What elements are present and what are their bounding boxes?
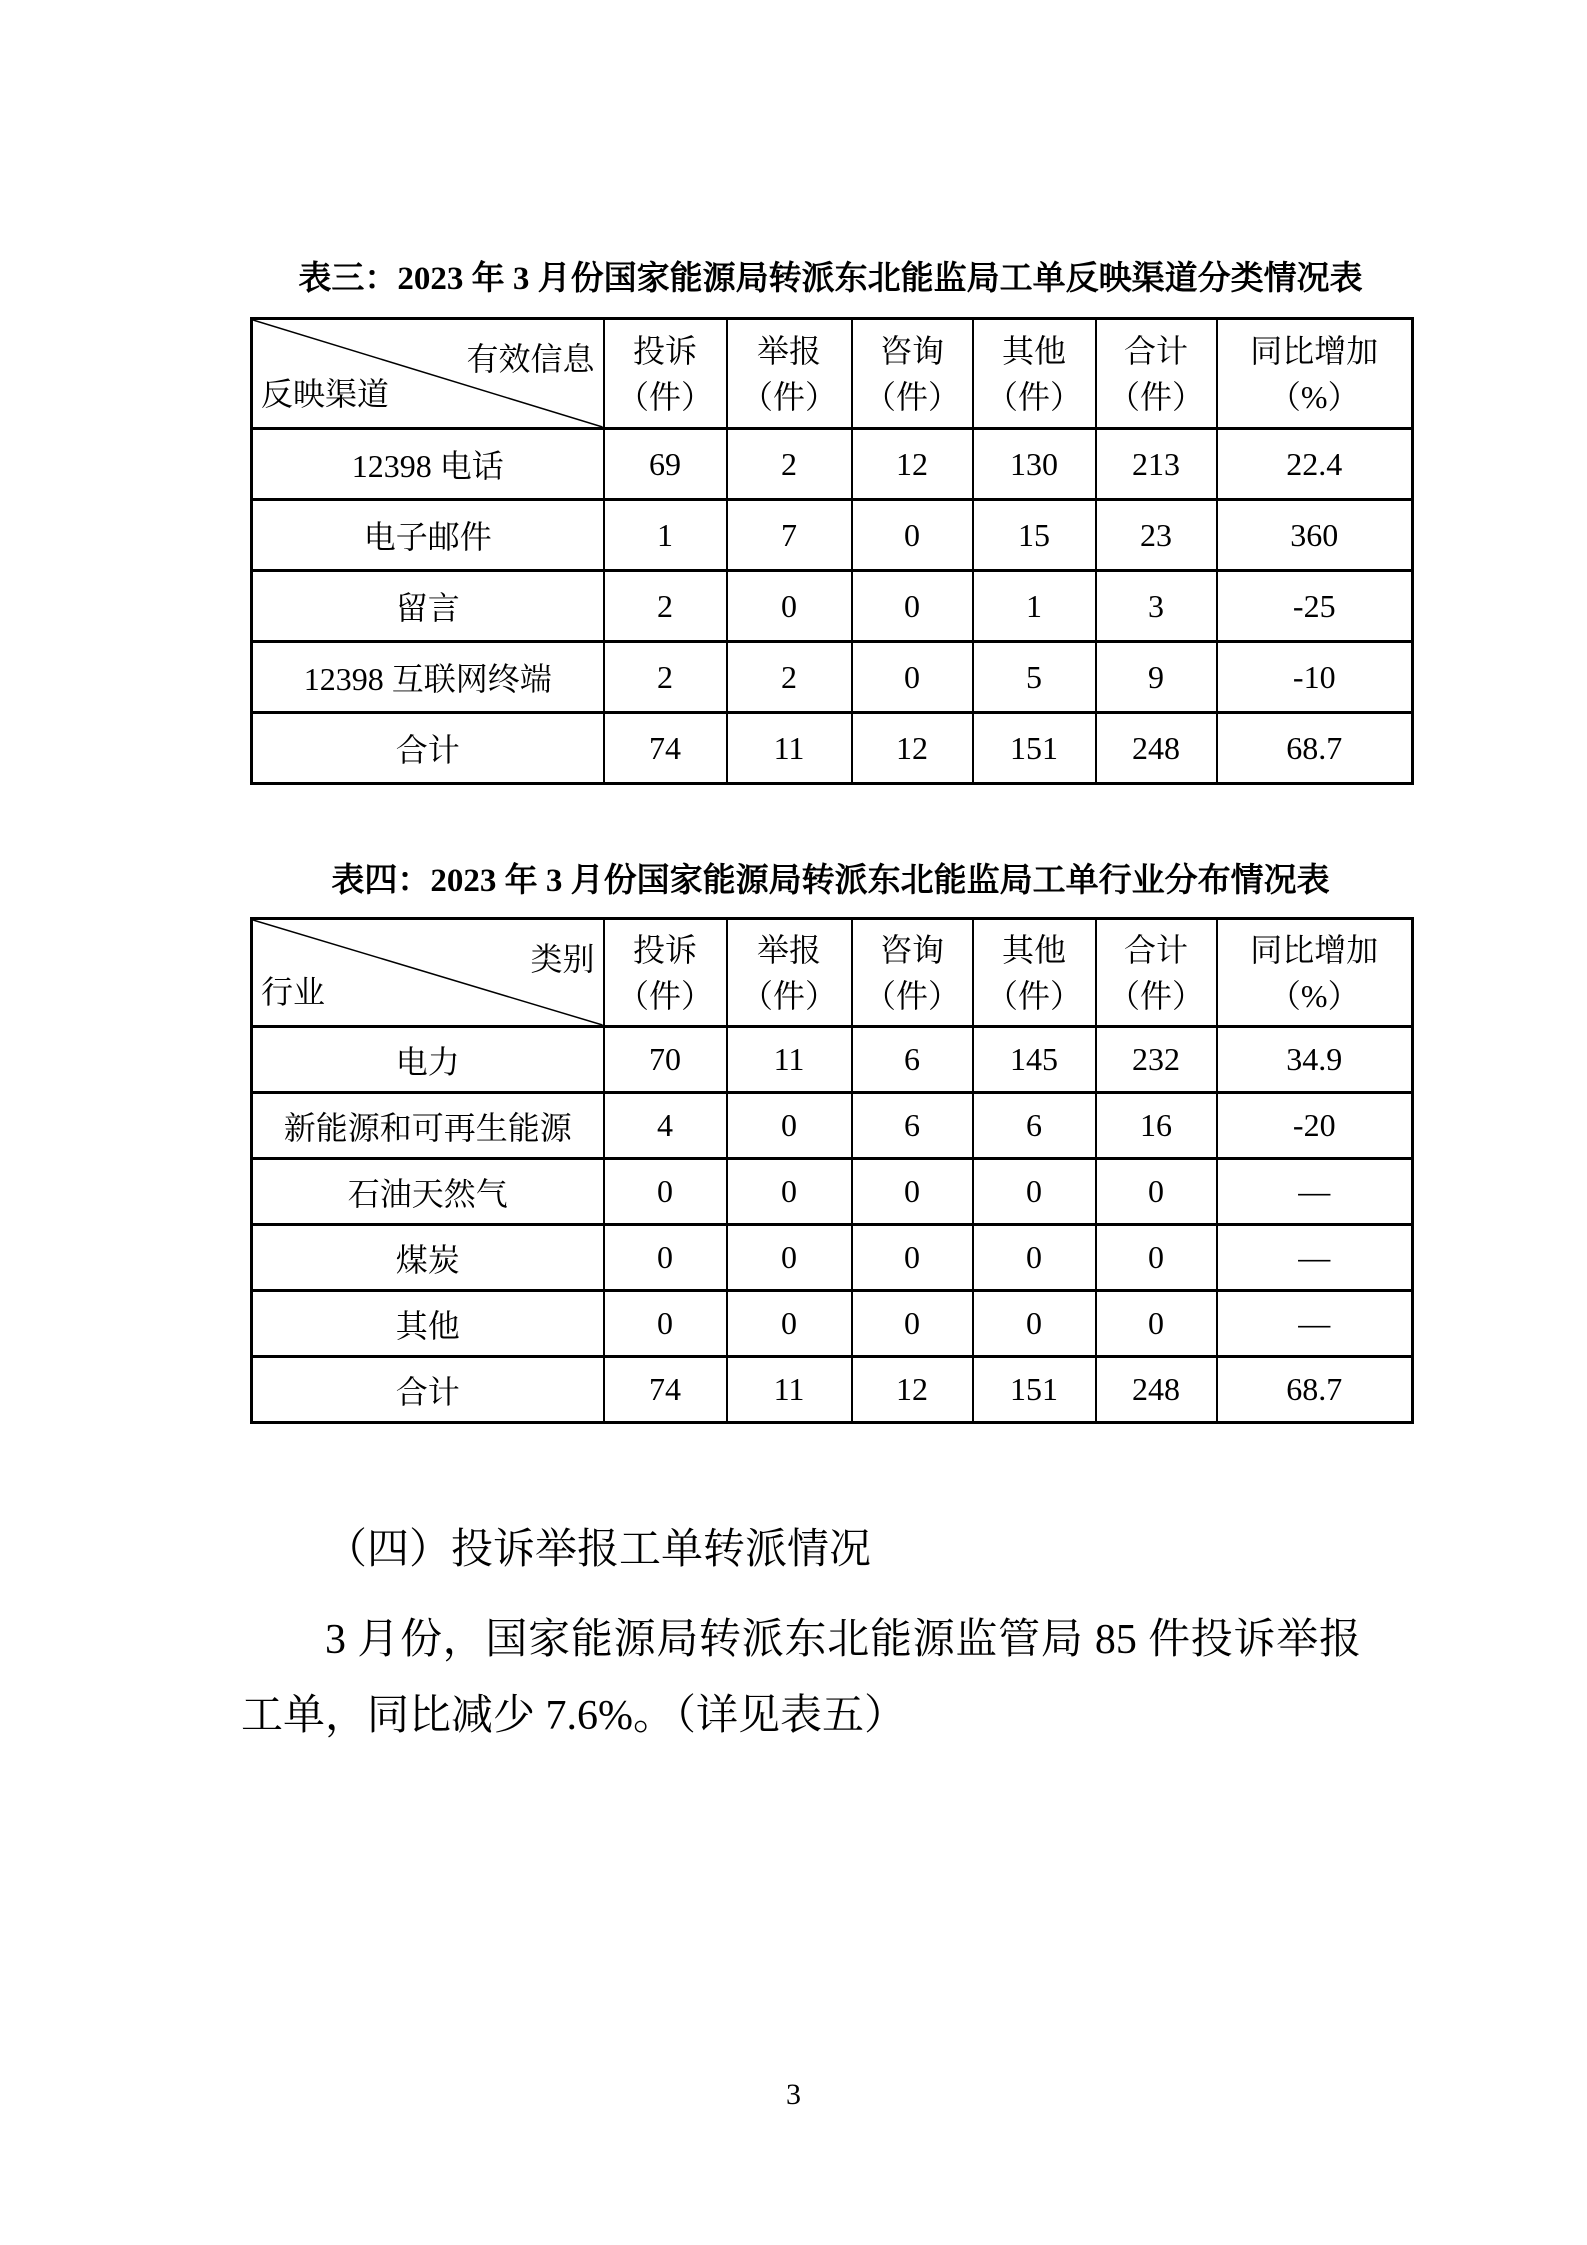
table-cell: 2 xyxy=(727,642,852,713)
table-cell: 6 xyxy=(852,1093,973,1159)
table-cell: 11 xyxy=(727,1027,852,1093)
header-unit: （件） xyxy=(863,977,960,1014)
table-cell: — xyxy=(1217,1159,1413,1225)
table-cell: 0 xyxy=(973,1225,1096,1291)
table-cell: 232 xyxy=(1096,1027,1217,1093)
row-label: 12398 电话 xyxy=(252,429,604,500)
header-label: 投诉 xyxy=(632,931,697,968)
header-label: 其他 xyxy=(1001,332,1066,369)
header-unit: （%） xyxy=(1268,378,1360,415)
header-unit: （件） xyxy=(616,378,713,415)
table-cell: 0 xyxy=(1096,1159,1217,1225)
table-cell: 0 xyxy=(852,571,973,642)
header-unit: （件） xyxy=(616,977,713,1014)
table-cell: 70 xyxy=(604,1027,727,1093)
table-cell: 68.7 xyxy=(1217,713,1413,784)
table-cell: -20 xyxy=(1217,1093,1413,1159)
table-cell: 0 xyxy=(604,1225,727,1291)
table-cell: 0 xyxy=(1096,1291,1217,1357)
table-cell: 15 xyxy=(973,500,1096,571)
table-cell: — xyxy=(1217,1225,1413,1291)
table-cell: 22.4 xyxy=(1217,429,1413,500)
table-cell: 9 xyxy=(1096,642,1217,713)
header-label: 同比增加 xyxy=(1250,931,1379,968)
table-cell: 0 xyxy=(852,1291,973,1357)
table-cell: 0 xyxy=(973,1159,1096,1225)
table4-header-cell xyxy=(604,919,727,1027)
table3-header-row xyxy=(252,319,1413,429)
table-cell: 0 xyxy=(973,1291,1096,1357)
table3-header-cell xyxy=(852,319,973,429)
header-label: 举报 xyxy=(756,332,821,369)
table-cell: 151 xyxy=(973,1357,1096,1423)
table4-title: 表四：2023 年 3 月份国家能源局转派东北能监局工单行业分布情况表 xyxy=(331,863,1330,899)
header-label: 咨询 xyxy=(879,332,944,369)
table-cell: 0 xyxy=(604,1291,727,1357)
table-cell: 2 xyxy=(604,571,727,642)
table-cell: 74 xyxy=(604,713,727,784)
table4-header-row xyxy=(252,919,1413,1027)
header-unit: （件） xyxy=(985,378,1082,415)
header-label: 合计 xyxy=(1123,332,1188,369)
table-cell: 6 xyxy=(852,1027,973,1093)
channel-table xyxy=(250,317,1414,785)
table-cell: 0 xyxy=(727,1291,852,1357)
row-label: 其他 xyxy=(252,1291,604,1357)
table-cell: 34.9 xyxy=(1217,1027,1413,1093)
row-label: 留言 xyxy=(252,571,604,642)
header-label: 合计 xyxy=(1123,931,1188,968)
row-label: 石油天然气 xyxy=(252,1159,604,1225)
table-cell: 11 xyxy=(727,1357,852,1423)
row-label: 煤炭 xyxy=(252,1225,604,1291)
table-cell: 12 xyxy=(852,429,973,500)
table3-header-cell xyxy=(973,319,1096,429)
header-label: 举报 xyxy=(756,931,821,968)
body-paragraph: 3 月份，国家能源局转派东北能源监管局 85 件投诉举报工单，同比减少 7.6%。（详见表五） xyxy=(241,1617,1361,1739)
table4-corner-cell xyxy=(252,919,604,1027)
table-cell: 3 xyxy=(1096,571,1217,642)
header-unit: （件） xyxy=(740,378,837,415)
table-cell: 5 xyxy=(973,642,1096,713)
header-unit: （件） xyxy=(1107,977,1204,1014)
corner-bottom-label: 行业 xyxy=(261,974,326,1010)
table3-title: 表三：2023 年 3 月份国家能源局转派东北能监局工单反映渠道分类情况表 xyxy=(298,261,1363,297)
table-cell: 0 xyxy=(604,1159,727,1225)
header-label: 投诉 xyxy=(632,332,697,369)
table-cell: 1 xyxy=(604,500,727,571)
corner-bottom-label: 反映渠道 xyxy=(261,376,390,412)
corner-top-label: 有效信息 xyxy=(466,341,595,377)
table4-header-cell xyxy=(1217,919,1413,1027)
table-cell: 213 xyxy=(1096,429,1217,500)
table3-header-cell xyxy=(1217,319,1413,429)
table-cell: 0 xyxy=(727,1159,852,1225)
table-total-row xyxy=(252,713,1413,784)
table-cell: — xyxy=(1217,1291,1413,1357)
table3-header-cell xyxy=(604,319,727,429)
table-cell: 145 xyxy=(973,1027,1096,1093)
table-cell: 248 xyxy=(1096,713,1217,784)
table4-header-cell xyxy=(1096,919,1217,1027)
table4-header-cell xyxy=(852,919,973,1027)
header-unit: （件） xyxy=(985,977,1082,1014)
table-row xyxy=(252,429,1413,500)
table-cell: 0 xyxy=(727,1093,852,1159)
row-label: 合计 xyxy=(252,1357,604,1423)
table3-header-cell xyxy=(1096,319,1217,429)
table-cell: 0 xyxy=(1096,1225,1217,1291)
table-cell: 74 xyxy=(604,1357,727,1423)
table-cell: 12 xyxy=(852,1357,973,1423)
header-label: 咨询 xyxy=(879,931,944,968)
table-row xyxy=(252,1159,1413,1225)
table-cell: 2 xyxy=(604,642,727,713)
row-label: 合计 xyxy=(252,713,604,784)
table-cell: 0 xyxy=(727,1225,852,1291)
table-cell: 12 xyxy=(852,713,973,784)
table-cell: 23 xyxy=(1096,500,1217,571)
table-row xyxy=(252,642,1413,713)
table-cell: 1 xyxy=(973,571,1096,642)
table-cell: 6 xyxy=(973,1093,1096,1159)
table-row xyxy=(252,571,1413,642)
header-label: 同比增加 xyxy=(1250,332,1379,369)
table3-header-cell xyxy=(727,319,852,429)
table-row xyxy=(252,500,1413,571)
table-cell: 0 xyxy=(852,1225,973,1291)
row-label: 新能源和可再生能源 xyxy=(252,1093,604,1159)
table-row xyxy=(252,1225,1413,1291)
page-number: 3 xyxy=(786,2078,801,2111)
header-unit: （件） xyxy=(740,977,837,1014)
table-cell: 360 xyxy=(1217,500,1413,571)
table-cell: 4 xyxy=(604,1093,727,1159)
table-row xyxy=(252,1027,1413,1093)
table-cell: 11 xyxy=(727,713,852,784)
table-cell: 0 xyxy=(852,500,973,571)
table-cell: 7 xyxy=(727,500,852,571)
table-cell: -25 xyxy=(1217,571,1413,642)
table-row xyxy=(252,1093,1413,1159)
row-label: 电子邮件 xyxy=(252,500,604,571)
table-cell: 151 xyxy=(973,713,1096,784)
table-cell: 0 xyxy=(852,1159,973,1225)
table-cell: 2 xyxy=(727,429,852,500)
table-cell: 69 xyxy=(604,429,727,500)
table-total-row xyxy=(252,1357,1413,1423)
table-cell: 16 xyxy=(1096,1093,1217,1159)
table-cell: -10 xyxy=(1217,642,1413,713)
table-cell: 68.7 xyxy=(1217,1357,1413,1423)
header-unit: （%） xyxy=(1268,977,1360,1014)
corner-top-label: 类别 xyxy=(530,941,595,977)
header-unit: （件） xyxy=(863,378,960,415)
table4-header-cell xyxy=(973,919,1096,1027)
table-cell: 0 xyxy=(727,571,852,642)
table-cell: 0 xyxy=(852,642,973,713)
table-row xyxy=(252,1291,1413,1357)
table4-header-cell xyxy=(727,919,852,1027)
table-cell: 130 xyxy=(973,429,1096,500)
table3-corner-cell xyxy=(252,319,604,429)
row-label: 电力 xyxy=(252,1027,604,1093)
industry-table xyxy=(250,917,1414,1424)
section-heading: （四）投诉举报工单转派情况 xyxy=(325,1527,872,1573)
table-cell: 248 xyxy=(1096,1357,1217,1423)
header-label: 其他 xyxy=(1001,931,1066,968)
row-label: 12398 互联网终端 xyxy=(252,642,604,713)
header-unit: （件） xyxy=(1107,378,1204,415)
